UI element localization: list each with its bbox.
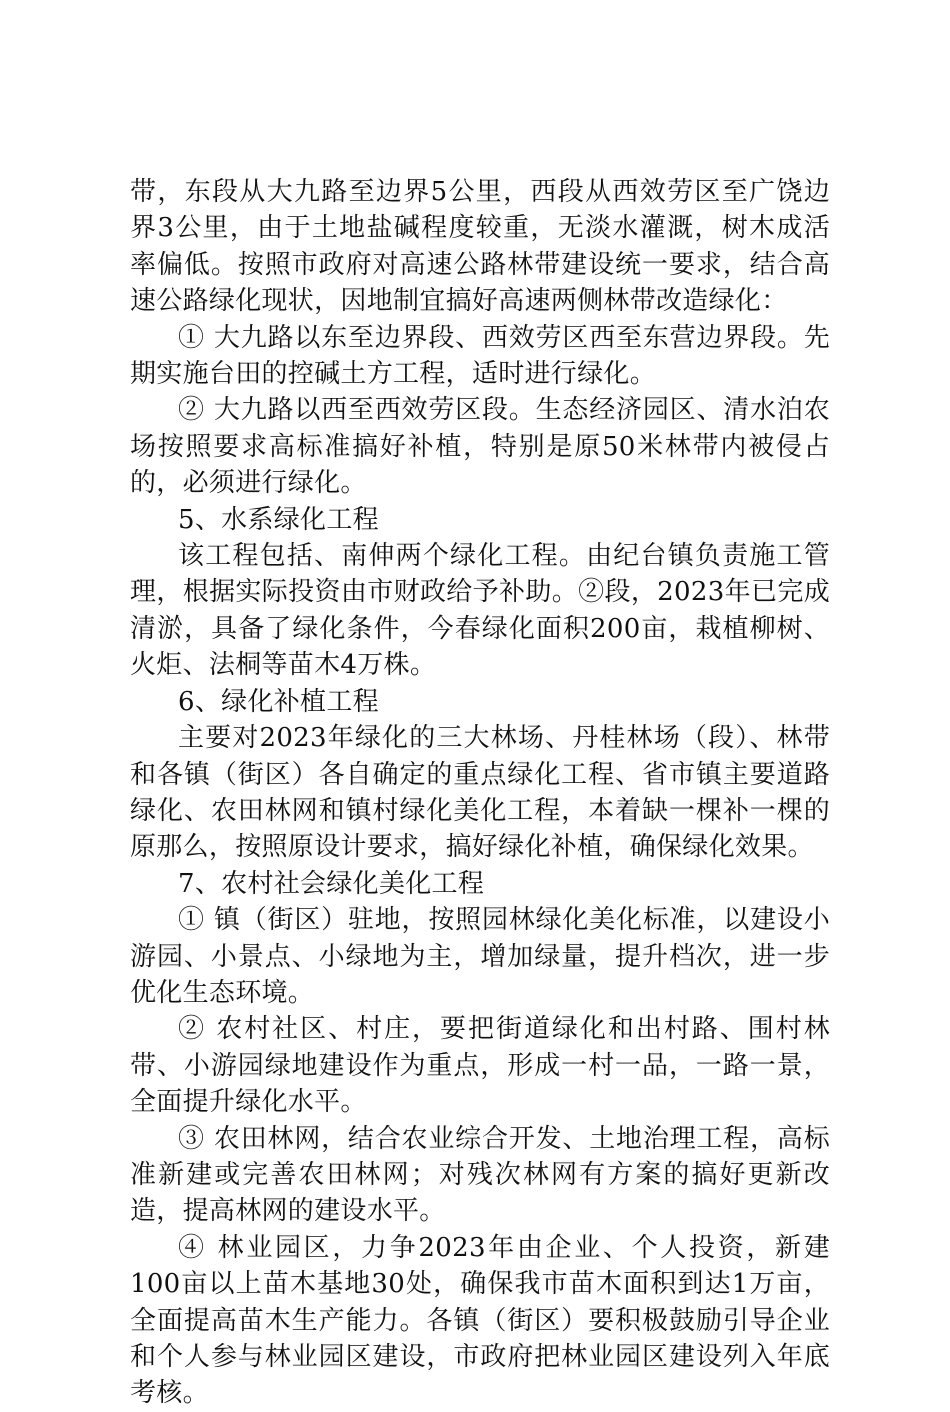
heading-replanting: 6、绿化补植工程 (178, 686, 379, 717)
paragraph-item-1-east-section: ① 大九路以东至边界段、西效劳区西至东营边界段。先期实施台田的控碱土方工程，适时进行绿化。 (130, 322, 830, 390)
paragraph-rural-item-4: ④ 林业园区，力争2023年由企业、个人投资，新建100亩以上苗木基地30处，确保我市苗木面积到达1万亩，全面提高苗木生产能力。各镇（街区）要积极鼓励引导企业和个人参与林业园区建设，市政府把林业园区建设列入年底考核。 (130, 1232, 830, 1409)
paragraph-rural-item-3: ③ 农田林网，结合农业综合开发、土地治理工程，高标准新建或完善农田林网；对残次林网有方案的搞好更新改造，提高林网的建设水平。 (130, 1123, 830, 1227)
document-body (130, 174, 830, 1412)
heading-rural-greening: 7、农村社会绿化美化工程 (178, 868, 485, 899)
paragraph-rural-item-1: ① 镇（街区）驻地，按照园林绿化美化标准，以建设小游园、小景点、小绿地为主，增加绿量，提升档次，进一步优化生态环境。 (130, 905, 830, 1008)
paragraph-highway-belt: 带，东段从大九路至边界5公里，西段从西效劳区至广饶边界3公里，由于土地盐碱程度较重，无淡水灌溉，树木成活率偏低。按照市政府对高速公路林带建设统一要求，结合高速公路绿化现状，因地制宜搞好高速两侧林带改造绿化： (130, 177, 830, 317)
paragraph-water-greening: 该工程包括、南伸两个绿化工程。由纪台镇负责施工管理，根据实际投资由市财政给予补助。②段，2023年已完成清淤，具备了绿化条件，今春绿化面积200亩，栽植柳树、火炬、法桐等苗木4万株。 (130, 541, 830, 681)
paragraph-rural-item-2: ② 农村社区、村庄，要把街道绿化和出村路、围村林带、小游园绿地建设作为重点，形成一村一品，一路一景，全面提升绿化水平。 (130, 1014, 830, 1118)
paragraph-item-2-west-section: ② 大九路以西至西效劳区段。生态经济园区、清水泊农场按照要求高标准搞好补植，特别是原50米林带内被侵占的，必须进行绿化。 (130, 395, 830, 499)
paragraph-replanting: 主要对2023年绿化的三大林场、丹桂林场（段）、林带和各镇（街区）各自确定的重点绿化工程、省市镇主要道路绿化、农田林网和镇村绿化美化工程，本着缺一棵补一棵的原那么，按照原设计要求，搞好绿化补植，确保绿化效果。 (130, 723, 830, 863)
heading-water-greening: 5、水系绿化工程 (178, 504, 379, 535)
